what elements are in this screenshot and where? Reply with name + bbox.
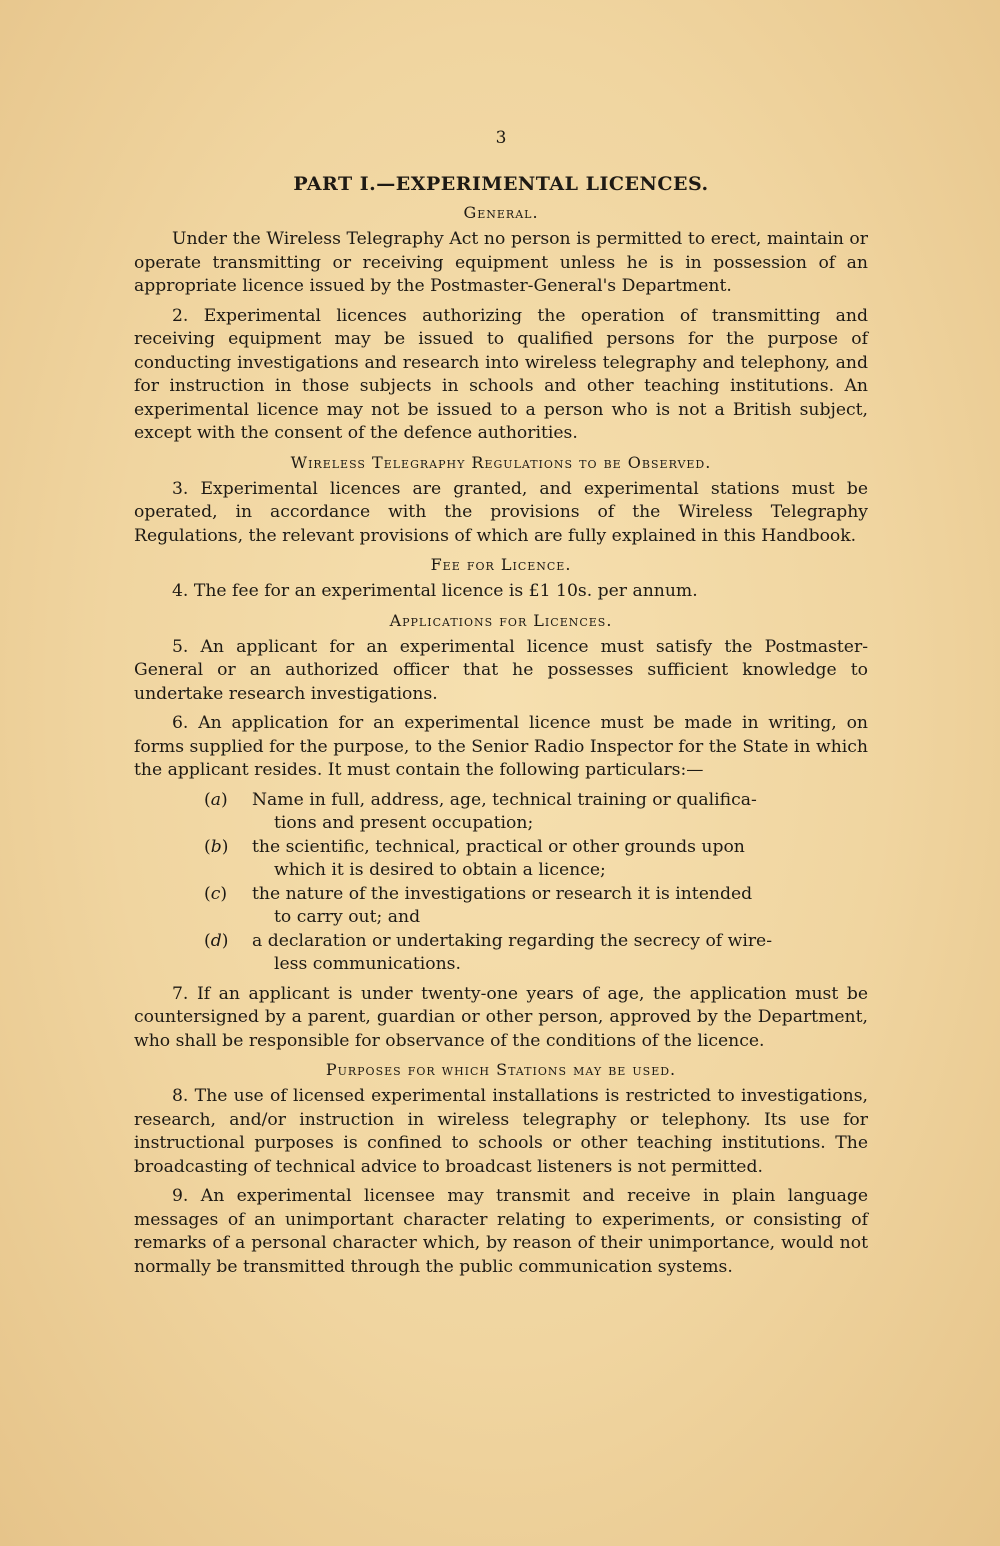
list-item-label: (c) — [204, 883, 228, 904]
paragraph-6: 6. An application for an experimental licence must be made in writing, on forms supplied for the purpose, to the Senior Radio Inspector for the State in which the applicant resides. It must contain the following particulars:— — [134, 713, 868, 780]
section-heading-purposes: Purposes for which Stations may be used. — [325, 1060, 677, 1079]
list-item — [134, 930, 868, 977]
list-item — [134, 883, 868, 930]
paragraph-2: 2. Experimental licences authorizing the operation of transmitting and receiving equipment may be issued to qualified persons for the purpose of conducting investigations and research into wireless telegraphy and telephony, and for instruction in those subjects in schools and other teaching institutions. An experimental licence may not be issued to a person who is not a British subject, except with the consent of the defence authorities. — [134, 305, 868, 443]
particulars-list — [134, 789, 868, 977]
section-heading-fee: Fee for Licence. — [430, 555, 572, 574]
list-item-text: the scientific, technical, practical or other grounds upon — [252, 836, 745, 857]
list-item — [134, 836, 868, 883]
section-heading-general: General. — [463, 203, 539, 222]
list-item-text: a declaration or undertaking regarding the secrecy of wire- — [252, 930, 773, 951]
part-title: PART I.—EXPERIMENTAL LICENCES. — [293, 173, 709, 195]
list-item-label: (a) — [204, 789, 228, 810]
paragraph-7: 7. If an applicant is under twenty-one years of age, the application must be countersigned by a parent, guardian or other person, approved by the Department, who shall be responsible for observance of the conditions of the licence. — [134, 983, 868, 1051]
list-item-label: (b) — [204, 836, 229, 857]
list-item-text-continued: tions and present occupation; — [274, 813, 534, 833]
paragraph-5: 5. An applicant for an experimental licence must satisfy the Postmaster-General or an authorized officer that he possesses sufficient knowledge to undertake research investigations. — [134, 636, 868, 704]
list-item-text-continued: which it is desired to obtain a licence; — [274, 860, 606, 880]
paragraph-3: 3. Experimental licences are granted, and experimental stations must be operated, in accordance with the provisions of the Wireless Telegraphy Regulations, the relevant provisions of which are fully explained in this Handbook. — [134, 478, 868, 546]
document-page — [134, 128, 868, 1285]
list-item-text: the nature of the investigations or research it is intended — [252, 883, 753, 904]
paragraph-1: Under the Wireless Telegraphy Act no person is permitted to erect, maintain or operate transmitting or receiving equipment unless he is in possession of an appropriate licence issued by the Postmaster-General's Department. — [134, 229, 868, 296]
list-item-text: Name in full, address, age, technical training or qualifica- — [252, 789, 757, 810]
page-number: 3 — [495, 128, 507, 148]
list-item — [134, 789, 868, 836]
paragraph-9: 9. An experimental licensee may transmit and receive in plain language messages of an unimportant character relating to experiments, or consisting of remarks of a personal character which, by reason of their unimportance, would not normally be transmitted through the public communication systems. — [134, 1186, 868, 1277]
list-item-text-continued: less communications. — [274, 954, 461, 974]
list-item-text-continued: to carry out; and — [274, 907, 421, 927]
paragraph-8: 8. The use of licensed experimental installations is restricted to investigations, research, and/or instruction in wireless telegraphy or telephony. Its use for instructional purposes is confined to schools or other teaching institutions. The broadcasting of technical advice to broadcast listeners is not permitted. — [134, 1086, 868, 1177]
section-heading-regulations: Wireless Telegraphy Regulations to be Observed. — [290, 452, 712, 472]
section-heading-applications: Applications for Licences. — [389, 610, 613, 630]
list-item-label: (d) — [204, 930, 229, 951]
paragraph-4: 4. The fee for an experimental licence is £1 10s. per annum. — [172, 581, 698, 601]
